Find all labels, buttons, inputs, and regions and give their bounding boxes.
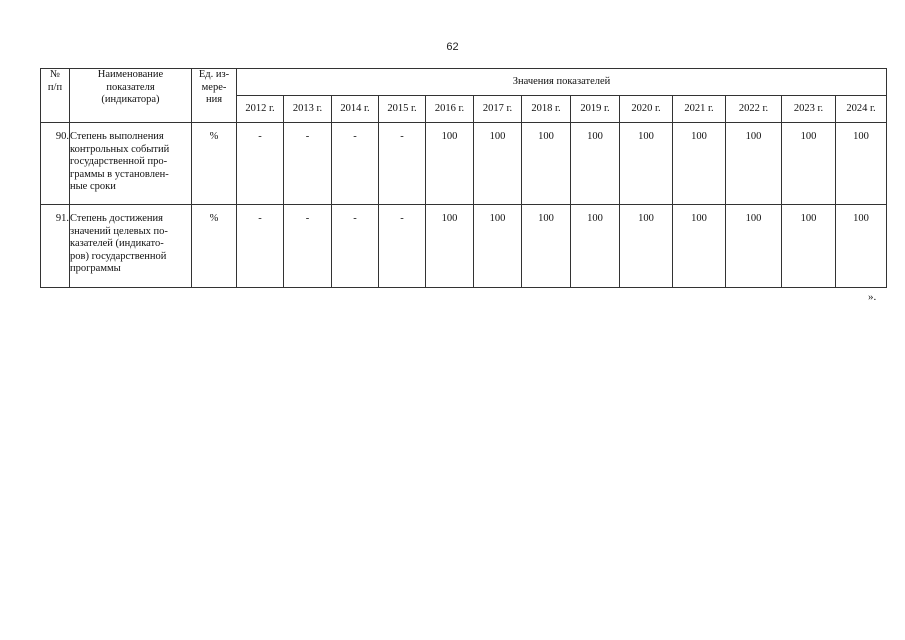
- value-cell: -: [237, 205, 284, 288]
- value-cell: -: [379, 205, 426, 288]
- indicator-name-line: контрольных событий: [70, 143, 170, 155]
- indicator-name-line: Степень достижения: [70, 213, 163, 224]
- value-cell: 100: [474, 123, 522, 205]
- value-cell: 100: [726, 205, 782, 288]
- header-unit-line: ния: [205, 94, 223, 105]
- row-number: 91.: [41, 205, 70, 288]
- value-cell: 100: [726, 123, 782, 205]
- indicator-name-line: ные сроки: [70, 181, 116, 192]
- value-cell: 100: [522, 205, 571, 288]
- value-cell: -: [237, 123, 284, 205]
- value-cell: 100: [522, 123, 571, 205]
- value-cell: 100: [620, 123, 673, 205]
- header-year: 2020 г.: [620, 96, 673, 123]
- value-cell: 100: [836, 123, 887, 205]
- page-number: 62: [446, 41, 459, 53]
- indicator-name-line: государственной про-: [70, 156, 168, 167]
- header-year: 2014 г.: [332, 96, 379, 123]
- closing-quote-mark: ».: [868, 291, 877, 303]
- value-cell: -: [332, 205, 379, 288]
- value-cell: 100: [426, 205, 474, 288]
- header-name-line: Наименование: [97, 69, 164, 80]
- header-year: 2016 г.: [426, 96, 474, 123]
- indicator-name: [70, 205, 192, 288]
- header-year: 2024 г.: [836, 96, 887, 123]
- value-cell: -: [284, 123, 332, 205]
- value-cell: -: [379, 123, 426, 205]
- header-year: 2012 г.: [237, 96, 284, 123]
- indicator-name: [70, 123, 192, 205]
- indicator-name-line: казателей (индикато-: [70, 238, 164, 249]
- unit-cell: %: [192, 123, 237, 205]
- unit-cell: %: [192, 205, 237, 288]
- header-year: 2022 г.: [726, 96, 782, 123]
- header-name-line: (индикатора): [101, 94, 160, 105]
- value-cell: -: [332, 123, 379, 205]
- value-cell: 100: [673, 205, 726, 288]
- indicator-name-line: граммы в установлен-: [70, 168, 169, 180]
- indicator-name-line: программы: [70, 263, 121, 274]
- header-year: 2017 г.: [474, 96, 522, 123]
- value-cell: 100: [426, 123, 474, 205]
- table-row: [41, 205, 887, 288]
- header-year: 2019 г.: [571, 96, 620, 123]
- header-year: 2023 г.: [782, 96, 836, 123]
- header-year: 2018 г.: [522, 96, 571, 123]
- indicator-name-line: ров) государственной: [70, 250, 167, 262]
- header-unit-line: Ед. из-: [198, 69, 230, 80]
- header-number: [41, 69, 70, 123]
- header-number-line: №: [49, 69, 61, 80]
- header-values-group: Значения показателей: [237, 69, 887, 96]
- header-name: [70, 69, 192, 123]
- header-year: 2013 г.: [284, 96, 332, 123]
- header-unit: [192, 69, 237, 123]
- value-cell: 100: [620, 205, 673, 288]
- header-number-line: п/п: [47, 81, 63, 93]
- indicator-name-line: значений целевых по-: [70, 225, 168, 237]
- value-cell: 100: [571, 205, 620, 288]
- value-cell: -: [284, 205, 332, 288]
- header-row-top: [41, 69, 887, 96]
- value-cell: 100: [673, 123, 726, 205]
- header-year: 2021 г.: [673, 96, 726, 123]
- value-cell: 100: [474, 205, 522, 288]
- value-cell: 100: [836, 205, 887, 288]
- header-name-line: показателя: [106, 81, 155, 93]
- indicator-name-line: Степень выполнения: [70, 131, 164, 142]
- table-row: [41, 123, 887, 205]
- value-cell: 100: [571, 123, 620, 205]
- indicators-table: [40, 68, 887, 288]
- value-cell: 100: [782, 205, 836, 288]
- header-year: 2015 г.: [379, 96, 426, 123]
- value-cell: 100: [782, 123, 836, 205]
- row-number: 90.: [41, 123, 70, 205]
- header-unit-line: мере-: [201, 81, 227, 93]
